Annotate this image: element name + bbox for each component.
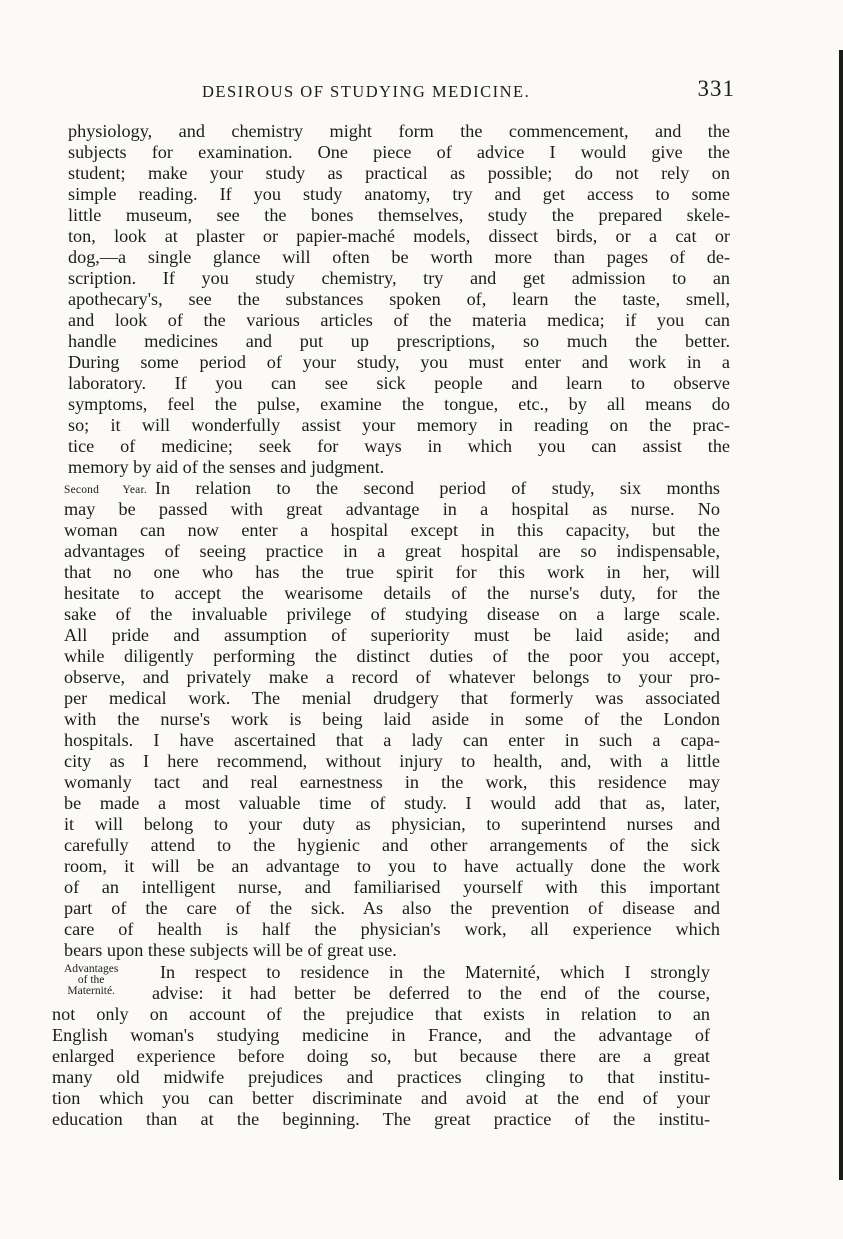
page-number: 331	[697, 76, 735, 101]
text-line: tice of medicine; seek for ways in which you can assist the	[68, 436, 730, 456]
text-line: bears upon these subjects will be of great use.	[64, 940, 397, 960]
text-line: memory by aid of the senses and judgment.	[68, 457, 385, 477]
text-line: scription. If you study chemistry, try and get admission to an	[68, 268, 730, 288]
page-edge-shadow	[839, 50, 843, 1180]
sidenote-line: Maternité.	[67, 985, 115, 997]
text-line: little museum, see the bones themselves, study the prepared skele-	[68, 205, 730, 225]
text-line: simple reading. If you study anatomy, try and get access to some	[68, 184, 730, 204]
sidenote-advantages	[64, 964, 118, 997]
text-line: many old midwife prejudices and practices clinging to that institu-	[52, 1067, 710, 1087]
paragraph-second-year	[64, 478, 720, 961]
text-line: ton, look at plaster or papier-maché models, dissect birds, or a cat or	[68, 226, 730, 246]
text-line: with the nurse's work is being laid aside in some of the London	[64, 709, 720, 729]
paragraph-anatomy	[68, 121, 730, 478]
text-line: All pride and assumption of superiority must be laid aside; and	[64, 625, 720, 645]
running-head: DESIROUS OF STUDYING MEDICINE.	[202, 82, 531, 101]
text-line: During some period of your study, you must enter and work in a	[68, 352, 730, 372]
text-line: tion which you can better discriminate and avoid at the end of your	[52, 1088, 710, 1108]
text-line: English woman's studying medicine in France, and the advantage of	[52, 1025, 710, 1045]
text-line	[64, 478, 720, 499]
text-line: so; it will wonderfully assist your memory in reading on the prac-	[68, 415, 730, 435]
sidenote-line: Advantages	[64, 963, 119, 975]
text-line: that no one who has the true spirit for this work in her, will	[64, 562, 720, 582]
text-line: hospitals. I have ascertained that a lady can enter in such a capa-	[64, 730, 720, 750]
text-line: while diligently performing the distinct duties of the poor you accept,	[64, 646, 720, 666]
text-line: care of health is half the physician's work, all experience which	[64, 919, 720, 939]
text-line: may be passed with great advantage in a hospital as nurse. No	[64, 499, 720, 519]
text-line: sake of the invaluable privilege of studying disease on a large scale.	[64, 604, 720, 624]
text-line: hesitate to accept the wearisome details of the nurse's duty, for the	[64, 583, 720, 603]
sidenote-line: of the	[77, 974, 105, 986]
text-line: womanly tact and real earnestness in the work, this residence may	[64, 772, 720, 792]
text-line: laboratory. If you can see sick people and learn to observe	[68, 373, 730, 393]
text-line: not only on account of the prejudice that exists in relation to an	[52, 1004, 710, 1024]
text-line: physiology, and chemistry might form the commencement, and the	[68, 121, 730, 141]
text-line: In respect to residence in the Maternité, which I strongly	[160, 962, 710, 982]
text-line: apothecary's, see the substances spoken of, learn the taste, smell,	[68, 289, 730, 309]
text-line: room, it will be an advantage to you to have actually done the work	[64, 856, 720, 876]
text-line: and look of the various articles of the materia medica; if you can	[68, 310, 730, 330]
paragraph-maternite	[52, 962, 710, 1130]
text-line: it will belong to your duty as physician, to superintend nurses and	[64, 814, 720, 834]
text-line: handle medicines and put up prescriptions, so much the better.	[68, 331, 730, 351]
text-line: woman can now enter a hospital except in this capacity, but the	[64, 520, 720, 540]
sidenote-second-year: Second Year.	[64, 484, 147, 496]
text-line: enlarged experience before doing so, but because there are a great	[52, 1046, 710, 1066]
text-line: of an intelligent nurse, and familiarised yourself with this important	[64, 877, 720, 897]
text-line: education than at the beginning. The great practice of the institu-	[52, 1109, 710, 1129]
text-line: carefully attend to the hygienic and other arrangements of the sick	[64, 835, 720, 855]
text-line: advantages of seeing practice in a great hospital are so indispensable,	[64, 541, 720, 561]
text-line-content: In relation to the second period of study, six months	[154, 478, 721, 498]
sidenote-row	[52, 962, 710, 1004]
text-line: subjects for examination. One piece of advice I would give the	[68, 142, 730, 162]
text-line: student; make your study as practical as possible; do not rely on	[68, 163, 730, 183]
text-line: be made a most valuable time of study. I would add that as, later,	[64, 793, 720, 813]
text-line: observe, and privately make a record of whatever belongs to your pro-	[64, 667, 720, 687]
text-line: per medical work. The menial drudgery that formerly was associated	[64, 688, 720, 708]
text-line: advise: it had better be deferred to the end of the course,	[152, 983, 710, 1003]
page-header	[190, 76, 735, 106]
text-line: dog,—a single glance will often be worth more than pages of de-	[68, 247, 730, 267]
text-line: city as I here recommend, without injury to health, and, with a little	[64, 751, 720, 771]
text-line: symptoms, feel the pulse, examine the tongue, etc., by all means do	[68, 394, 730, 414]
text-line: part of the care of the sick. As also the prevention of disease and	[64, 898, 720, 918]
